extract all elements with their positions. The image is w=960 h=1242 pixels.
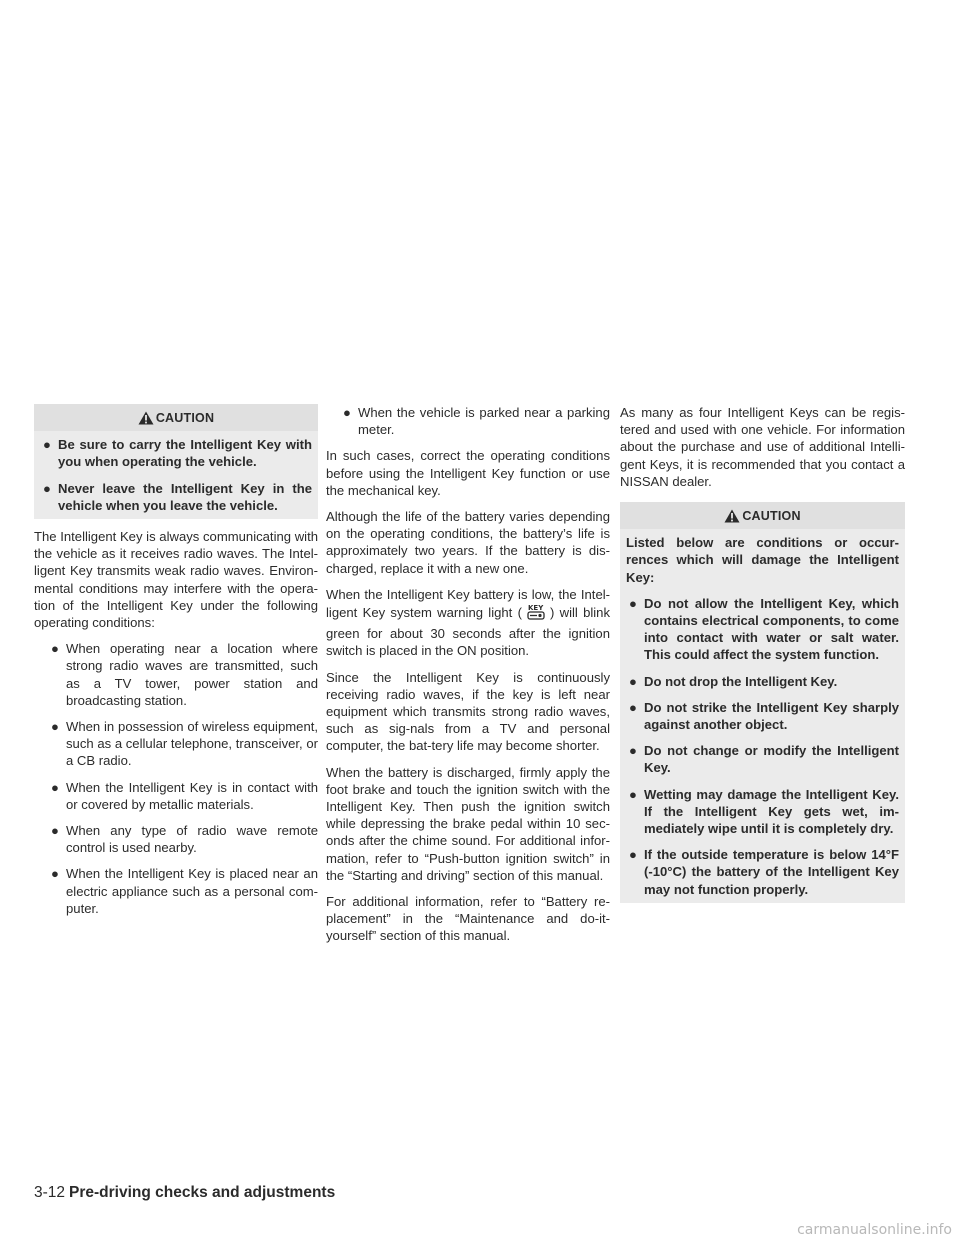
caution-1-text-1: Be sure to carry the Intelligent Key with you when operating the vehicle. <box>58 437 312 470</box>
caution-2-item-2 <box>626 673 899 690</box>
caution-2-text-4: Do not change or modify the Intelligent Key. <box>644 743 899 776</box>
caution-1-item-2 <box>40 480 312 514</box>
caution-1-item-1 <box>40 436 312 470</box>
warning-triangle-icon <box>138 411 154 425</box>
column-2 <box>326 404 610 954</box>
bullet-icon: ● <box>43 480 51 496</box>
bullet-icon: ● <box>629 847 637 863</box>
paragraph-battery-low <box>326 586 610 660</box>
svg-text:KEY: KEY <box>527 604 544 613</box>
caution-2-text-5: Wetting may damage the Intelligent Key. If the Intelligent Key gets wet, im-mediately wipe until it is completely dry. <box>644 786 899 837</box>
warning-triangle-icon <box>724 509 740 523</box>
bullet-icon: ● <box>629 699 637 715</box>
bullet-icon: ● <box>629 786 637 802</box>
condition-item-2 <box>48 718 318 770</box>
caution-header-2 <box>620 502 905 529</box>
bullet-icon: ● <box>43 437 51 453</box>
condition-text-4: When any type of radio wave remote control is used nearby. <box>66 823 318 856</box>
column-1 <box>34 404 318 926</box>
caution-title-1: CAUTION <box>155 411 215 425</box>
caution-2-item-3 <box>626 699 899 733</box>
battery-low-text-before: When the Intelligent Key battery is low, the Intel-ligent Key system warning light ( <box>326 586 610 621</box>
column-3 <box>620 404 905 912</box>
condition-text-3: When the Intelligent Key is in contact with or covered by metallic materials. <box>66 779 318 812</box>
intro-paragraph: The Intelligent Key is always communicating with the vehicle as it receives radio waves. The Intel-ligent Key transmits weak radio waves. Environ-mental conditions may interfere with the opera-tion of the Intelligent Key under the following operating conditions: <box>34 529 318 631</box>
bullet-icon: ● <box>51 866 59 882</box>
bullet-icon: ● <box>51 719 59 735</box>
battery-low-text-after: ) will blink green for about 30 seconds after the ignition switch is placed in the ON position. <box>326 605 610 659</box>
page-number: 3-12 <box>34 1184 66 1201</box>
caution-box-2 <box>620 502 905 903</box>
condition-item-1 <box>48 640 318 709</box>
bullet-icon: ● <box>51 823 59 839</box>
caution-title-2: CAUTION <box>742 509 801 524</box>
condition-item-4 <box>48 822 318 856</box>
condition-text-2: When in possession of wireless equipment, such as a cellular telephone, transceiver, or a CB radio. <box>66 719 318 769</box>
caution-2-item-4 <box>626 742 899 776</box>
condition-text-6: When the vehicle is parked near a parking meter. <box>358 405 610 438</box>
bullet-icon: ● <box>51 641 59 657</box>
bullet-icon: ● <box>51 779 59 795</box>
caution-2-item-6 <box>626 846 899 898</box>
bullet-icon: ● <box>629 743 637 759</box>
caution-2-item-1 <box>626 595 899 664</box>
caution-2-text-1: Do not allow the Intelligent Key, which contains electrical components, to come into contact with water or salt water. This could affect the system function. <box>644 595 899 663</box>
paragraph-battery-life: Although the life of the battery varies depending on the operating conditions, the battery’s life is approximately two years. If the battery is dis-charged, replace it with a new one. <box>326 509 610 576</box>
caution-2-text-3: Do not strike the Intelligent Key sharply against another object. <box>644 699 899 733</box>
caution-1-text-2: Never leave the Intelligent Key in the vehicle when you leave the vehicle. <box>58 480 312 513</box>
condition-item-6 <box>340 404 610 438</box>
caution-2-intro: Listed below are conditions or occur-rences which will damage the Intelligent Key: <box>626 535 899 585</box>
condition-text-1: When operating near a location where strong radio waves are transmitted, such as a TV tower, power station and broadcasting station. <box>66 641 318 708</box>
condition-item-3 <box>48 779 318 813</box>
caution-2-text-6: If the outside temperature is below 14°F (-10°C) the battery of the Intelligent Key may not function properly. <box>644 847 899 897</box>
paragraph-correct-conditions: In such cases, correct the operating conditions before using the Intelligent Key function or use the mechanical key. <box>326 448 610 498</box>
bullet-icon: ● <box>343 405 351 420</box>
paragraph-radio-waves: Since the Intelligent Key is continuously receiving radio waves, if the key is left near equipment which transmits strong radio waves, such as sig-nals from a TV and personal computer, the bat-tery life may become shorter. <box>326 669 610 754</box>
condition-item-5 <box>48 865 318 917</box>
caution-2-item-5 <box>626 786 899 838</box>
key-warning-light-icon <box>526 603 546 625</box>
paragraph-battery-discharged: When the battery is discharged, firmly apply the foot brake and touch the ignition switch with the Intelligent Key. Then push the ignition switch while depressing the brake pedal within 10 sec-onds after the chime sound. For additional infor-mation, refer to “Push-button ignition switch” in the “Starting and driving” section of this manual. <box>326 764 610 883</box>
section-title: Pre-driving checks and adjustments <box>69 1184 336 1201</box>
paragraph-additional-info: For additional information, refer to “Battery re-placement” in the “Maintenance and do-it-yourself” section of this manual. <box>326 894 610 944</box>
condition-text-5: When the Intelligent Key is placed near an electric appliance such as a personal com-puter. <box>66 866 318 916</box>
caution-box-1 <box>34 404 318 519</box>
caution-2-text-2: Do not drop the Intelligent Key. <box>644 673 838 689</box>
bullet-icon: ● <box>629 673 637 689</box>
page-footer <box>34 1184 335 1202</box>
watermark: carmanualsonline.info <box>797 1222 952 1238</box>
bullet-icon: ● <box>629 595 637 611</box>
paragraph-register-keys: As many as four Intelligent Keys can be regis-tered and used with one vehicle. For information about the purchase and use of additional Intelli-gent Keys, it is recommended that you contact a NISSAN dealer. <box>620 405 905 489</box>
caution-header-1 <box>34 404 318 431</box>
